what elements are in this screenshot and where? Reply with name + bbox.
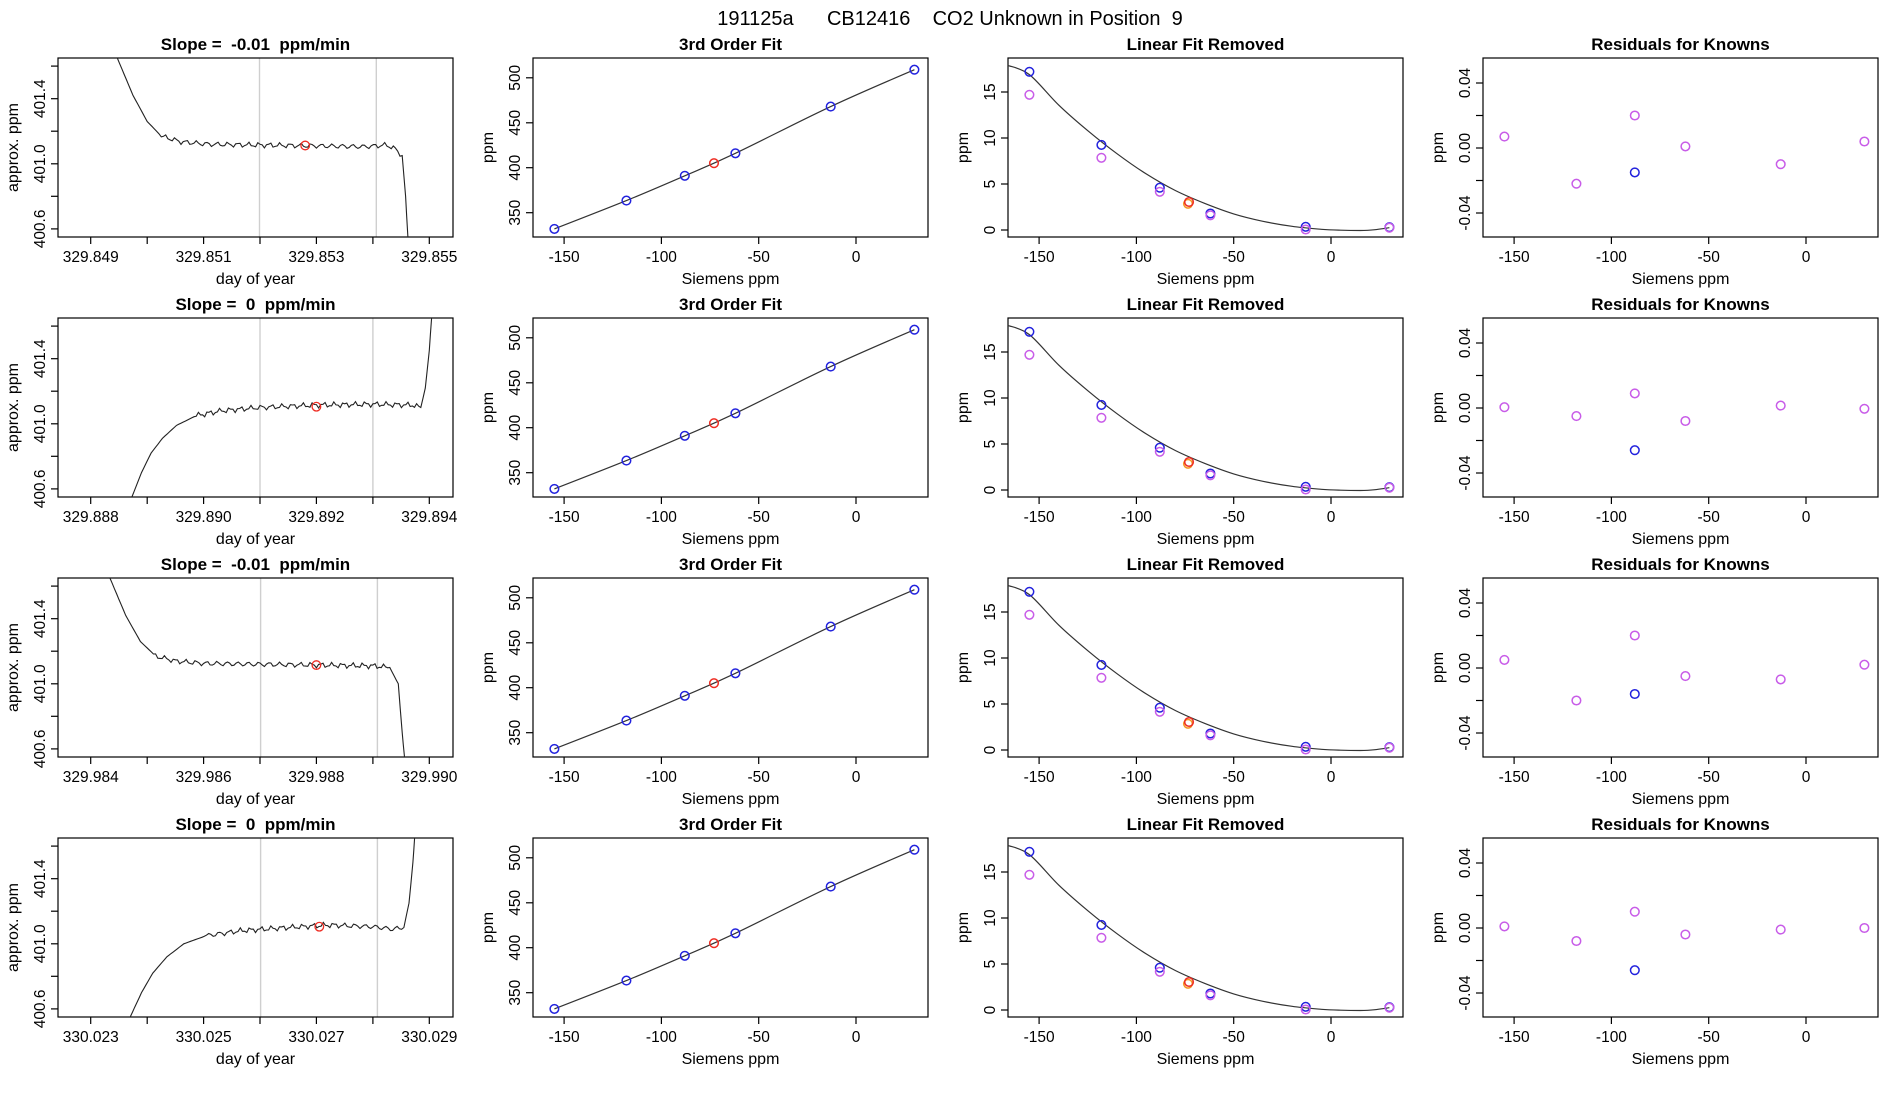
y-tick-label: 10: [982, 649, 1000, 667]
y-tick-label: 400.6: [31, 729, 49, 769]
panel-title: 3rd Order Fit: [679, 295, 782, 314]
magenta-data-point: [1860, 924, 1869, 933]
x-axis-label: Siemens ppm: [681, 791, 780, 808]
magenta-data-point: [1500, 403, 1509, 412]
x-tick-label: -150: [548, 509, 580, 526]
x-tick-label: -100: [645, 769, 677, 786]
y-tick-label: 401.4: [31, 79, 49, 119]
blue-data-point: [910, 845, 919, 854]
x-tick-label: -50: [747, 249, 770, 266]
x-axis-label: Siemens ppm: [681, 1051, 780, 1068]
y-tick-label: 0.04: [1457, 67, 1475, 99]
x-axis-label: Siemens ppm: [1631, 531, 1730, 548]
y-tick-label: 400.6: [31, 989, 49, 1029]
magenta-data-point: [1776, 160, 1785, 169]
y-tick-label: 0.00: [1456, 652, 1474, 684]
x-tick-label: 329.853: [288, 249, 345, 266]
y-tick-label: 10: [982, 909, 1000, 927]
x-tick-label: -100: [645, 509, 677, 526]
x-axis-label: Siemens ppm: [1156, 1051, 1255, 1068]
magenta-data-point: [1572, 412, 1581, 421]
y-tick-label: 400: [507, 414, 525, 441]
x-axis-label: day of year: [215, 791, 296, 808]
x-tick-label: 0: [851, 769, 861, 786]
x-tick-label: -150: [548, 249, 580, 266]
y-tick-label: 15: [982, 603, 1000, 621]
x-tick-label: 329.888: [62, 509, 119, 526]
panel-title: Linear Fit Removed: [1126, 295, 1285, 314]
plot-box: [533, 838, 928, 1017]
y-tick-label: 401.0: [31, 144, 49, 184]
x-axis-label: Siemens ppm: [1631, 791, 1730, 808]
plot-box: [1483, 838, 1878, 1017]
residuals-plot-row2: [1425, 292, 1900, 552]
magenta-data-point: [1681, 417, 1690, 426]
y-tick-label: 5: [982, 179, 1000, 189]
y-tick-label: 0: [982, 485, 1000, 495]
plot-box: [533, 318, 928, 497]
linear-plot-row1: [950, 32, 1425, 292]
x-tick-label: 329.988: [288, 769, 345, 786]
linear-plot-row2: [950, 292, 1425, 552]
slope-plot-row2: [0, 292, 475, 552]
signal-trace: [117, 58, 408, 237]
magenta-data-point: [1776, 401, 1785, 410]
magenta-data-point: [1572, 179, 1581, 188]
figure-title: 191125a CB12416 CO2 Unknown in Position 9: [717, 8, 1183, 30]
x-tick-label: 330.023: [62, 1029, 119, 1046]
x-tick-label: -100: [645, 1029, 677, 1046]
y-axis-label: ppm: [480, 131, 497, 164]
x-tick-label: -150: [548, 1029, 580, 1046]
x-axis-label: Siemens ppm: [681, 271, 780, 288]
fit-curve: [1008, 65, 1389, 230]
y-tick-label: 450: [506, 109, 524, 136]
y-tick-label: 350: [507, 719, 525, 746]
x-tick-label: -100: [1120, 1029, 1152, 1046]
x-tick-label: -100: [1595, 769, 1627, 786]
panel-title: Linear Fit Removed: [1126, 815, 1285, 834]
x-tick-label: -100: [1120, 509, 1152, 526]
x-tick-label: -100: [1595, 1029, 1627, 1046]
blue-data-point: [910, 65, 919, 74]
y-tick-label: 450: [506, 369, 524, 396]
x-tick-label: 329.984: [62, 769, 119, 786]
x-tick-label: 329.892: [288, 509, 345, 526]
y-tick-label: 350: [507, 459, 525, 486]
magenta-data-point: [1572, 696, 1581, 705]
magenta-data-point: [1631, 389, 1640, 398]
magenta-data-point: [1631, 111, 1640, 120]
y-tick-label: 0.04: [1457, 847, 1475, 879]
y-tick-label: 10: [982, 129, 1000, 147]
x-tick-label: 0: [1326, 249, 1336, 266]
y-tick-label: 15: [982, 343, 1000, 361]
plot-box: [58, 578, 453, 757]
x-tick-label: -150: [1023, 1029, 1055, 1046]
x-tick-label: 0: [1326, 509, 1336, 526]
panel-title: Slope = 0 ppm/min: [175, 295, 336, 314]
x-tick-label: 329.849: [62, 249, 119, 266]
plot-box: [1008, 838, 1403, 1017]
magenta-data-point: [1860, 405, 1869, 414]
x-tick-label: -150: [548, 769, 580, 786]
x-tick-label: -50: [1697, 1029, 1720, 1046]
panel-title: 3rd Order Fit: [679, 815, 782, 834]
x-tick-label: -50: [1222, 1029, 1245, 1046]
y-axis-label: approx. ppm: [5, 103, 22, 192]
x-tick-label: -50: [1222, 249, 1245, 266]
x-tick-label: 0: [1801, 769, 1811, 786]
y-tick-label: 5: [982, 959, 1000, 969]
x-tick-label: 330.029: [401, 1029, 458, 1046]
y-tick-label: 401.0: [31, 924, 49, 964]
x-tick-label: -150: [1023, 509, 1055, 526]
y-tick-label: 450: [506, 629, 524, 656]
y-tick-label: -0.04: [1456, 455, 1474, 491]
magenta-data-point: [1631, 631, 1640, 640]
x-tick-label: -150: [1498, 769, 1530, 786]
y-tick-label: 0: [982, 745, 1000, 755]
x-axis-label: Siemens ppm: [681, 531, 780, 548]
panel-title: Linear Fit Removed: [1126, 35, 1285, 54]
x-axis-label: day of year: [215, 531, 296, 548]
panel-title: Residuals for Knowns: [1591, 295, 1770, 314]
y-tick-label: 401.4: [31, 859, 49, 899]
residuals-plot-row4: [1425, 812, 1900, 1072]
x-tick-label: -50: [1222, 769, 1245, 786]
fit-plot-row1: [475, 32, 950, 292]
panel-title: Slope = -0.01 ppm/min: [160, 35, 351, 54]
y-tick-label: 500: [506, 844, 524, 871]
x-tick-label: -150: [1498, 249, 1530, 266]
magenta-data-point: [1776, 925, 1785, 934]
y-axis-label: ppm: [955, 131, 972, 164]
x-tick-label: -150: [1498, 1029, 1530, 1046]
x-tick-label: -50: [747, 1029, 770, 1046]
y-tick-label: 10: [982, 389, 1000, 407]
plot-box: [1008, 578, 1403, 757]
x-axis-label: Siemens ppm: [1156, 271, 1255, 288]
x-tick-label: 329.890: [175, 509, 232, 526]
x-tick-label: -50: [1697, 509, 1720, 526]
x-tick-label: -50: [1222, 509, 1245, 526]
panel-title: Slope = -0.01 ppm/min: [160, 555, 351, 574]
plot-box: [1483, 318, 1878, 497]
magenta-data-point: [1500, 656, 1509, 665]
x-tick-label: -50: [1697, 249, 1720, 266]
x-tick-label: -150: [1498, 509, 1530, 526]
blue-data-point: [1631, 966, 1640, 975]
magenta-data-point: [1860, 660, 1869, 669]
x-tick-label: 329.851: [175, 249, 232, 266]
fit-curve: [1008, 585, 1389, 750]
y-axis-label: ppm: [1430, 651, 1447, 684]
magenta-data-point: [1025, 611, 1034, 620]
y-tick-label: 0.04: [1457, 327, 1475, 359]
panel-title: Residuals for Knowns: [1591, 815, 1770, 834]
magenta-data-point: [1097, 414, 1106, 423]
y-tick-label: 15: [982, 863, 1000, 881]
y-tick-label: 500: [506, 584, 524, 611]
y-tick-label: 0: [982, 225, 1000, 235]
blue-data-point: [1631, 690, 1640, 699]
plot-box: [1008, 318, 1403, 497]
x-tick-label: 0: [1326, 1029, 1336, 1046]
panel-title: Residuals for Knowns: [1591, 555, 1770, 574]
y-axis-label: approx. ppm: [5, 883, 22, 972]
slope-plot-row3: [0, 552, 475, 812]
x-tick-label: -150: [1023, 249, 1055, 266]
magenta-data-point: [1500, 132, 1509, 141]
magenta-data-point: [1025, 351, 1034, 360]
x-tick-label: 0: [1801, 1029, 1811, 1046]
x-tick-label: 329.894: [401, 509, 458, 526]
y-tick-label: 350: [507, 199, 525, 226]
x-tick-label: -50: [1697, 769, 1720, 786]
fit-plot-row3: [475, 552, 950, 812]
plot-box: [1483, 578, 1878, 757]
fit-plot-row4: [475, 812, 950, 1072]
x-tick-label: 330.027: [288, 1029, 345, 1046]
y-tick-label: 401.4: [31, 599, 49, 639]
y-axis-label: ppm: [1430, 911, 1447, 944]
x-tick-label: 0: [851, 509, 861, 526]
plot-box: [58, 838, 453, 1017]
slope-plot-row4: [0, 812, 475, 1072]
x-tick-label: -150: [1023, 769, 1055, 786]
x-tick-label: -100: [645, 249, 677, 266]
x-axis-label: Siemens ppm: [1156, 531, 1255, 548]
panel-title: Linear Fit Removed: [1126, 555, 1285, 574]
y-tick-label: 5: [982, 699, 1000, 709]
magenta-data-point: [1572, 937, 1581, 946]
x-tick-label: -100: [1120, 249, 1152, 266]
magenta-data-point: [1097, 154, 1106, 163]
y-tick-label: 400.6: [31, 469, 49, 509]
x-tick-label: -50: [747, 769, 770, 786]
y-axis-label: ppm: [480, 391, 497, 424]
residuals-plot-row1: [1425, 32, 1900, 292]
linear-plot-row3: [950, 552, 1425, 812]
y-axis-label: ppm: [1430, 131, 1447, 164]
slope-plot-row1: [0, 32, 475, 292]
y-tick-label: 0: [982, 1005, 1000, 1015]
y-tick-label: 0.00: [1456, 132, 1474, 164]
y-tick-label: -0.04: [1456, 975, 1474, 1011]
y-tick-label: 401.4: [31, 339, 49, 379]
blue-data-point: [910, 325, 919, 334]
panel-title: Slope = 0 ppm/min: [175, 815, 336, 834]
magenta-data-point: [1025, 91, 1034, 100]
linear-plot-row4: [950, 812, 1425, 1072]
panel-title: Residuals for Knowns: [1591, 35, 1770, 54]
x-tick-label: 329.990: [401, 769, 458, 786]
x-axis-label: day of year: [215, 1051, 296, 1068]
plot-box: [1008, 58, 1403, 237]
y-tick-label: 500: [506, 324, 524, 351]
magenta-data-point: [1860, 137, 1869, 146]
magenta-data-point: [1681, 672, 1690, 681]
y-tick-label: 401.0: [31, 664, 49, 704]
panel-title: 3rd Order Fit: [679, 35, 782, 54]
fit-curve: [1008, 845, 1389, 1010]
x-axis-label: Siemens ppm: [1156, 791, 1255, 808]
y-tick-label: 400.6: [31, 209, 49, 249]
y-tick-label: 0.00: [1456, 392, 1474, 424]
y-axis-label: ppm: [480, 911, 497, 944]
magenta-data-point: [1776, 675, 1785, 684]
x-axis-label: Siemens ppm: [1631, 1051, 1730, 1068]
magenta-data-point: [1025, 871, 1034, 880]
y-axis-label: ppm: [955, 391, 972, 424]
y-axis-label: ppm: [955, 651, 972, 684]
blue-data-point: [1631, 168, 1640, 177]
x-tick-label: 329.855: [401, 249, 458, 266]
panel-title: 3rd Order Fit: [679, 555, 782, 574]
y-tick-label: 0.04: [1457, 587, 1475, 619]
plot-box: [58, 318, 453, 497]
y-axis-label: ppm: [480, 651, 497, 684]
magenta-data-point: [1097, 934, 1106, 943]
y-axis-label: approx. ppm: [5, 363, 22, 452]
x-tick-label: 330.025: [175, 1029, 232, 1046]
plot-box: [533, 58, 928, 237]
blue-data-point: [1631, 446, 1640, 455]
y-tick-label: 401.0: [31, 404, 49, 444]
y-tick-label: 400: [507, 934, 525, 961]
signal-trace: [132, 318, 432, 497]
blue-data-point: [910, 585, 919, 594]
x-tick-label: 0: [1801, 249, 1811, 266]
y-tick-label: -0.04: [1456, 715, 1474, 751]
fit-curve: [1008, 325, 1389, 490]
magenta-data-point: [1097, 674, 1106, 683]
x-tick-label: 0: [851, 1029, 861, 1046]
sample-marker: [301, 141, 310, 150]
x-tick-label: 329.986: [175, 769, 232, 786]
x-tick-label: -100: [1120, 769, 1152, 786]
y-axis-label: ppm: [955, 911, 972, 944]
x-tick-label: -100: [1595, 249, 1627, 266]
y-tick-label: 400: [507, 674, 525, 701]
magenta-data-point: [1631, 907, 1640, 916]
residuals-plot-row3: [1425, 552, 1900, 812]
x-tick-label: -50: [747, 509, 770, 526]
plot-box: [58, 58, 453, 237]
x-tick-label: 0: [1801, 509, 1811, 526]
y-tick-label: 350: [507, 979, 525, 1006]
y-tick-label: -0.04: [1456, 195, 1474, 231]
magenta-data-point: [1681, 142, 1690, 151]
y-tick-label: 400: [507, 154, 525, 181]
magenta-data-point: [1681, 930, 1690, 939]
y-axis-label: approx. ppm: [5, 623, 22, 712]
y-tick-label: 0.00: [1456, 912, 1474, 944]
fit-plot-row2: [475, 292, 950, 552]
y-axis-label: ppm: [1430, 391, 1447, 424]
y-tick-label: 500: [506, 64, 524, 91]
x-axis-label: Siemens ppm: [1631, 271, 1730, 288]
x-axis-label: day of year: [215, 271, 296, 288]
magenta-data-point: [1500, 922, 1509, 931]
y-tick-label: 450: [506, 889, 524, 916]
plot-box: [533, 578, 928, 757]
y-tick-label: 15: [982, 83, 1000, 101]
y-tick-label: 5: [982, 439, 1000, 449]
x-tick-label: -100: [1595, 509, 1627, 526]
signal-trace: [130, 838, 414, 1017]
x-tick-label: 0: [1326, 769, 1336, 786]
x-tick-label: 0: [851, 249, 861, 266]
signal-trace: [110, 578, 405, 757]
